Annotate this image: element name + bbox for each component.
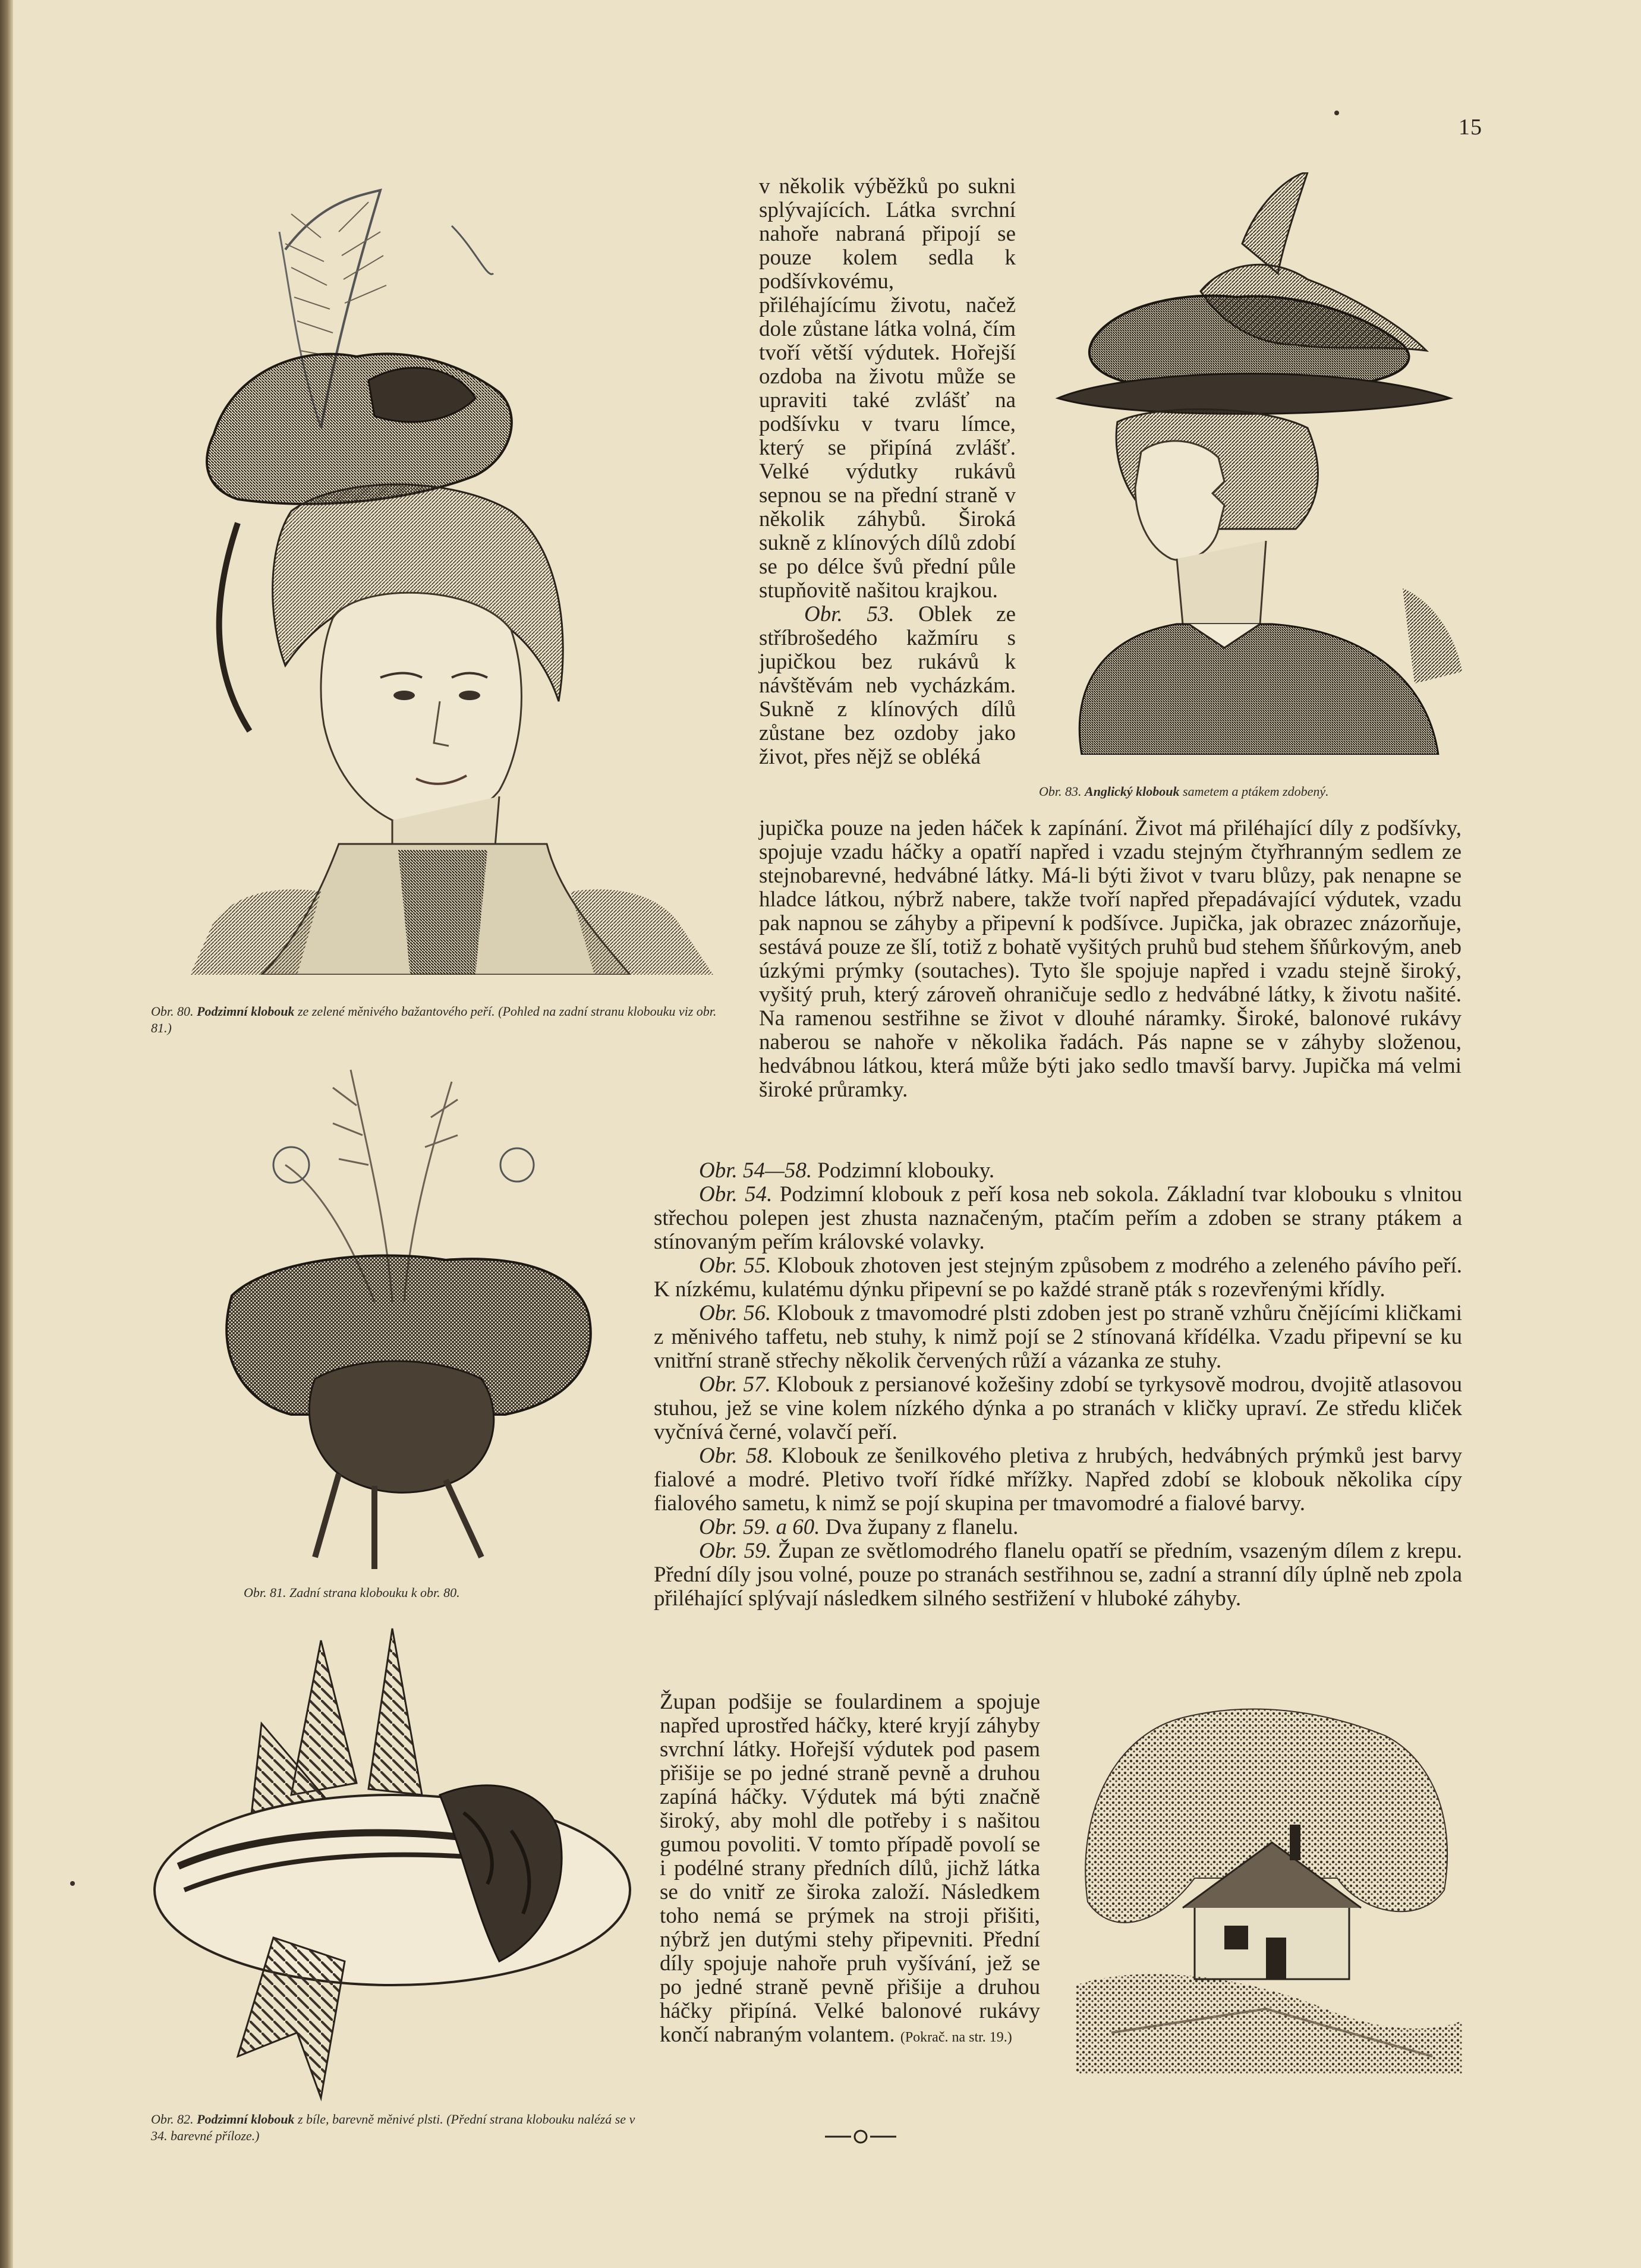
caption-figure-81 bbox=[244, 1585, 612, 1601]
caption-text: sametem a ptákem zdobený. bbox=[1183, 784, 1329, 799]
paragraph-obr53 bbox=[759, 603, 1016, 769]
item-label: Obr. 59. a 60. bbox=[699, 1515, 820, 1539]
item-paragraph bbox=[654, 1302, 1462, 1373]
item-text: Podzimní klobouk z peří kosa neb sokola. Základní tvar klobouku s vlnitou střechou polepen jest zhusta naznačeným, ptačím peřím a zdoben se strany ptákem a stínovaným peřím královské volavky. bbox=[654, 1182, 1462, 1254]
end-ornament-icon bbox=[825, 2128, 896, 2146]
paragraph-jupicka: jupička pouze na jeden háček k zapínání. Život má přiléhající díly z podšívky, spojuje vzadu háčky a opatří napřed i vzadu stejným čtyřhranným sedlem ze stejnobarevné, hedvábné látky. Má-li býti život v tvaru blůzy, pak nenapne se hladce látkou, nýbrž nabere, takže tvoří napřed přepadávající výdutek, vzadu pak napnou se záhyby a připevní k podšívce. Jupička, jak obrazec znázorňuje, sestává pouze ze šlí, totiž z bohatě vyšitých pruhů bud stehem šňůrkovým, aneb úzkými prýmky (soutaches). Tyto šle spojuje napřed i vzadu stejně široký, vyšitý pruh, který zároveň ohraničuje sedlo z hedvábné látky, k životu našité. Na ramenou sestřihne se život v dlouhé náramky. Široké, balonové rukávy naberou se nahoře v několika řadách. Pás napne se v záhyby složenou, hedvábnou látkou, která může býti jako sedlo tmavší barvy. Jupička má velmi široké průramky. bbox=[759, 816, 1462, 1102]
item-text: Klobouk z tmavomodré plsti zdoben jest po straně vzhůru čnějícími kličkami z měnivého taffetu, neb stuhy, k nimž pojí se 2 stínovaná křídélka. Vzadu připevní se ku vnitřní straně střechy několik červených růží a vázanka ze stuhy. bbox=[654, 1301, 1462, 1373]
item-text: Župan ze světlomodrého flanelu opatří se předním, vsazeným dílem z krepu. Přední díly jsou volné, pouze po stranách sestřihnou se, zadní a stranní díly úplně neb zpola přiléhající splývají následkem silného sestřižení v hluboké záhyby. bbox=[654, 1539, 1462, 1611]
cottage-landscape-illustration-icon bbox=[1076, 1700, 1462, 2074]
caption-label: Obr. 83. bbox=[1039, 784, 1082, 799]
continuation-note: (Pokrač. na str. 19.) bbox=[900, 2030, 1012, 2045]
page-number: 15 bbox=[1459, 115, 1482, 140]
item-text: Klobouk ze šenilkového pletiva z hrubých, hedvábných prýmků jest barvy fialové a modré. Pletivo tvoří řídké mřížky. Napřed zdobí se klobouk několika cípy fialového sametu, k nimž se pojí skupina per tmavomodré a fialové barvy. bbox=[654, 1444, 1463, 1516]
item-label: Obr. 55. bbox=[699, 1253, 771, 1278]
caption-text: z bíle, barevně měnivé plsti. (Přední strana klobouku nalézá se v 34. barevné příloze.) bbox=[151, 2112, 635, 2143]
caption-text: ze zelené měnivého bažantového peří. (Pohled na zadní stranu klobouku viz obr. 81.) bbox=[151, 1004, 717, 1035]
article-column-bottom bbox=[660, 1690, 1040, 2049]
figure-80-woman-hat-icon bbox=[143, 178, 743, 975]
caption-figure-80 bbox=[151, 1003, 733, 1037]
margin-dot bbox=[70, 1881, 75, 1886]
item-label: Obr. 54—58. bbox=[699, 1158, 812, 1183]
item-text: Klobouk zhotoven jest stejným způsobem z modrého a zeleného pávího peří. K nízkému, kulatému dýnku připevní se po každé straně pták s rozevřenými křídly. bbox=[654, 1253, 1462, 1302]
paragraph-zupan bbox=[660, 1690, 1040, 2049]
item-paragraph bbox=[654, 1159, 1462, 1183]
item-text: Podzimní klobouky. bbox=[817, 1158, 995, 1183]
item-label: Obr. 58. bbox=[699, 1444, 774, 1468]
article-items bbox=[654, 1159, 1462, 1611]
caption-title: Podzimní klobouk bbox=[197, 2112, 295, 2127]
caption-figure-82 bbox=[151, 2111, 638, 2144]
caption-figure-83 bbox=[1039, 783, 1467, 800]
item-text: Klobouk z persianové kožešiny zdobí se tyrkysově modrou, dvojitě atlasovou stuhou, jež se vine kolem nízkého dýnka a po stranách v kličky upraví. Ze středu kliček vyčnívá černé, volavčí peří. bbox=[654, 1372, 1462, 1444]
figure-ref-text: Oblek ze stříbrošedého kažmíru s jupičkou bez rukávů k návštěvám neb vycházkám. Sukně z klínových dílů zůstane bez ozdoby jako život, přes nějž se obléká bbox=[759, 602, 1016, 769]
item-label: Obr. 54. bbox=[699, 1182, 773, 1207]
item-label: Obr. 59. bbox=[699, 1539, 771, 1563]
item-label: Obr. 56. bbox=[699, 1301, 771, 1325]
caption-title: Podzimní klobouk bbox=[197, 1004, 295, 1019]
caption-label: Obr. 82. bbox=[151, 2112, 194, 2127]
paragraph-zupan-text: Župan podšije se foulardinem a spojuje napřed uprostřed háčky, které kryjí záhyby svrchní látky. Hořejší výdutek pod pasem přišije se po jedné straně pevně a druhou zapíná háčky. Výdutek má býti značně široký, aby mohl dle potřeby i s našitou gumou povoliti. V tomto případě povolí se i podélné strany předních dílů, jichž látka se do vnitř ze široka založí. Následkem toho nemá se prýmek na stroji přišiti, nýbrž jen dutými stehy připevniti. Přední díly spojuje nahoře pruh vyšívání, jež se po jedné straně pevně přišije a druhou háčky připíná. Velké balonové rukávy končí nabraným volantem. bbox=[660, 1690, 1040, 2047]
article-body-wide bbox=[759, 817, 1462, 1102]
item-label: Obr. 57. bbox=[699, 1372, 771, 1397]
item-text: Dva župany z flanelu. bbox=[825, 1515, 1019, 1539]
caption-label: Obr. 81. bbox=[244, 1585, 286, 1600]
figure-82-feather-hat-icon bbox=[143, 1605, 648, 2116]
caption-text: Zadní strana klobouku k obr. 80. bbox=[289, 1585, 460, 1600]
item-paragraph bbox=[654, 1373, 1462, 1444]
figure-ref-label: Obr. 53. bbox=[804, 602, 894, 626]
figure-83-bird-hat-woman-icon bbox=[1046, 172, 1462, 755]
item-paragraph bbox=[654, 1183, 1462, 1254]
caption-title: Anglický klobouk bbox=[1085, 784, 1180, 799]
caption-label: Obr. 80. bbox=[151, 1004, 194, 1019]
article-column-top bbox=[759, 175, 1016, 769]
item-paragraph bbox=[654, 1516, 1462, 1539]
item-paragraph bbox=[654, 1539, 1462, 1611]
book-spine bbox=[0, 0, 13, 2268]
item-paragraph bbox=[654, 1444, 1462, 1516]
paragraph-continuation: v několik výběžků po sukni splývajících. Látka svrchní nahoře nabraná připojí se pouze kolem sedla k podšívkovému, přiléhajícímu životu, načež dole zůstane látka volná, čím tvoří větší výdutek. Hořejší ozdoba na životu může se upraviti také zvlášť na podšívku v tvaru límce, který se připíná zvlášť. Velké výdutky rukávů sepnou se na přední straně v několik záhybů. Široká sukně z klínových dílů zdobí se po délce švů přední půle stupňovitě našitou krajkou. bbox=[759, 174, 1016, 603]
figure-81-bird-hat-icon bbox=[196, 1046, 612, 1569]
margin-dot bbox=[1334, 111, 1339, 115]
item-paragraph bbox=[654, 1254, 1462, 1302]
